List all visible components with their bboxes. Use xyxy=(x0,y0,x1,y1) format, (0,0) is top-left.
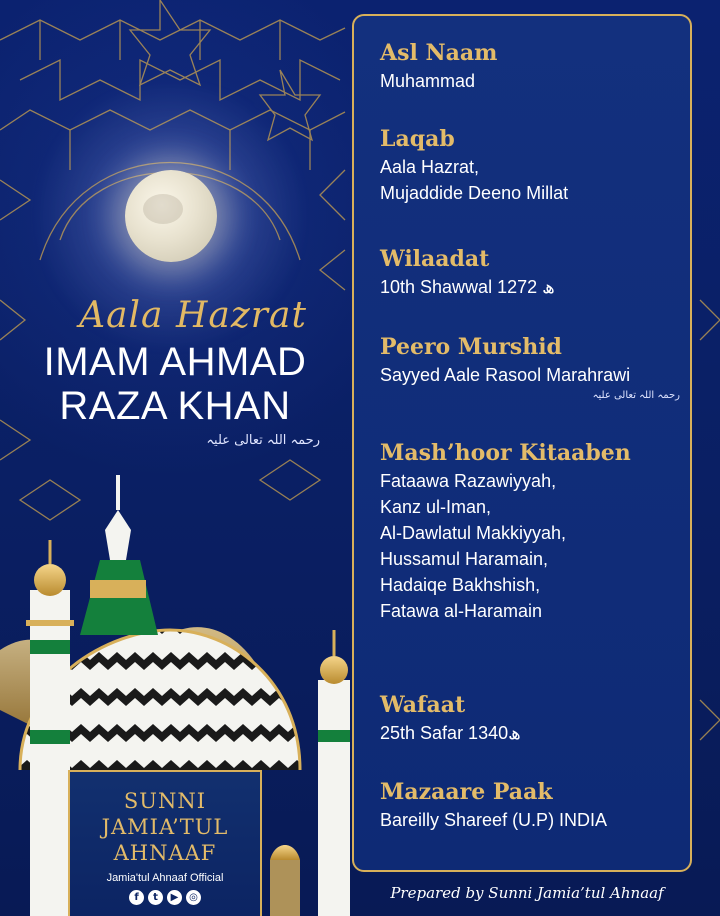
title-arabic-honorific: رحمہ اللہ تعالی علیہ xyxy=(206,433,320,448)
section-value: Mujaddide Deeno Millat xyxy=(380,183,569,203)
badge-name-line-3: AHNAAF xyxy=(113,841,217,865)
section-value: Muhammad xyxy=(380,71,476,91)
section-value: Al-Dawlatul Makkiyyah, xyxy=(380,523,567,543)
section-mazaare-paak xyxy=(380,777,690,833)
section-value: Sayyed Aale Rasool Marahrawi xyxy=(380,365,631,385)
section-title: Asl Naam xyxy=(380,40,498,66)
organization-badge xyxy=(68,770,262,916)
section-wafaat xyxy=(380,690,690,746)
badge-organization-name xyxy=(70,788,260,866)
section-value: Kanz ul-Iman, xyxy=(380,497,492,517)
badge-name-line-2: JAMIA’TUL xyxy=(101,815,229,839)
footer-credit: Prepared by Sunni Jamia’tul Ahnaaf xyxy=(390,884,664,902)
section-value: Bareilly Shareef (U.P) INDIA xyxy=(380,810,608,830)
full-moon-illustration xyxy=(125,170,217,262)
badge-subtitle: Jamia'tul Ahnaaf Official xyxy=(106,872,224,884)
youtube-icon: ▶ xyxy=(167,890,182,905)
title-script: Aala Hazrat xyxy=(79,295,307,336)
section-peero-murshid xyxy=(380,332,690,401)
section-title: Mash’hoor Kitaaben xyxy=(380,440,631,466)
section-value: Hadaiqe Bakhshish, xyxy=(380,575,541,595)
section-asl-naam xyxy=(380,38,690,94)
section-note-arabic: رحمہ اللہ تعالی علیہ xyxy=(592,390,680,401)
section-mashhoor-kitaaben xyxy=(380,438,690,624)
section-value: Aala Hazrat, xyxy=(380,157,480,177)
title-line-1: IMAM AHMAD xyxy=(43,340,307,384)
badge-name-line-1: SUNNI xyxy=(123,789,207,813)
section-value: 25th Safar 1340ھ xyxy=(380,723,521,743)
twitter-icon: t xyxy=(148,890,163,905)
facebook-icon: f xyxy=(129,890,144,905)
social-icons xyxy=(70,890,260,905)
section-value: 10th Shawwal 1272 ھ xyxy=(380,277,555,297)
section-value: Fatawa al-Haramain xyxy=(380,601,543,621)
section-title: Peero Murshid xyxy=(380,334,562,360)
section-title: Mazaare Paak xyxy=(380,779,553,805)
section-title: Wafaat xyxy=(380,692,466,718)
section-value: Fataawa Razawiyyah, xyxy=(380,471,557,491)
title-main xyxy=(20,340,330,428)
title-line-2: RAZA KHAN xyxy=(59,384,291,428)
section-wilaadat xyxy=(380,244,690,300)
section-title: Wilaadat xyxy=(380,246,490,272)
section-title: Laqab xyxy=(380,126,455,152)
instagram-icon: ◎ xyxy=(186,890,201,905)
section-value: Hussamul Haramain, xyxy=(380,549,549,569)
section-laqab xyxy=(380,124,690,206)
